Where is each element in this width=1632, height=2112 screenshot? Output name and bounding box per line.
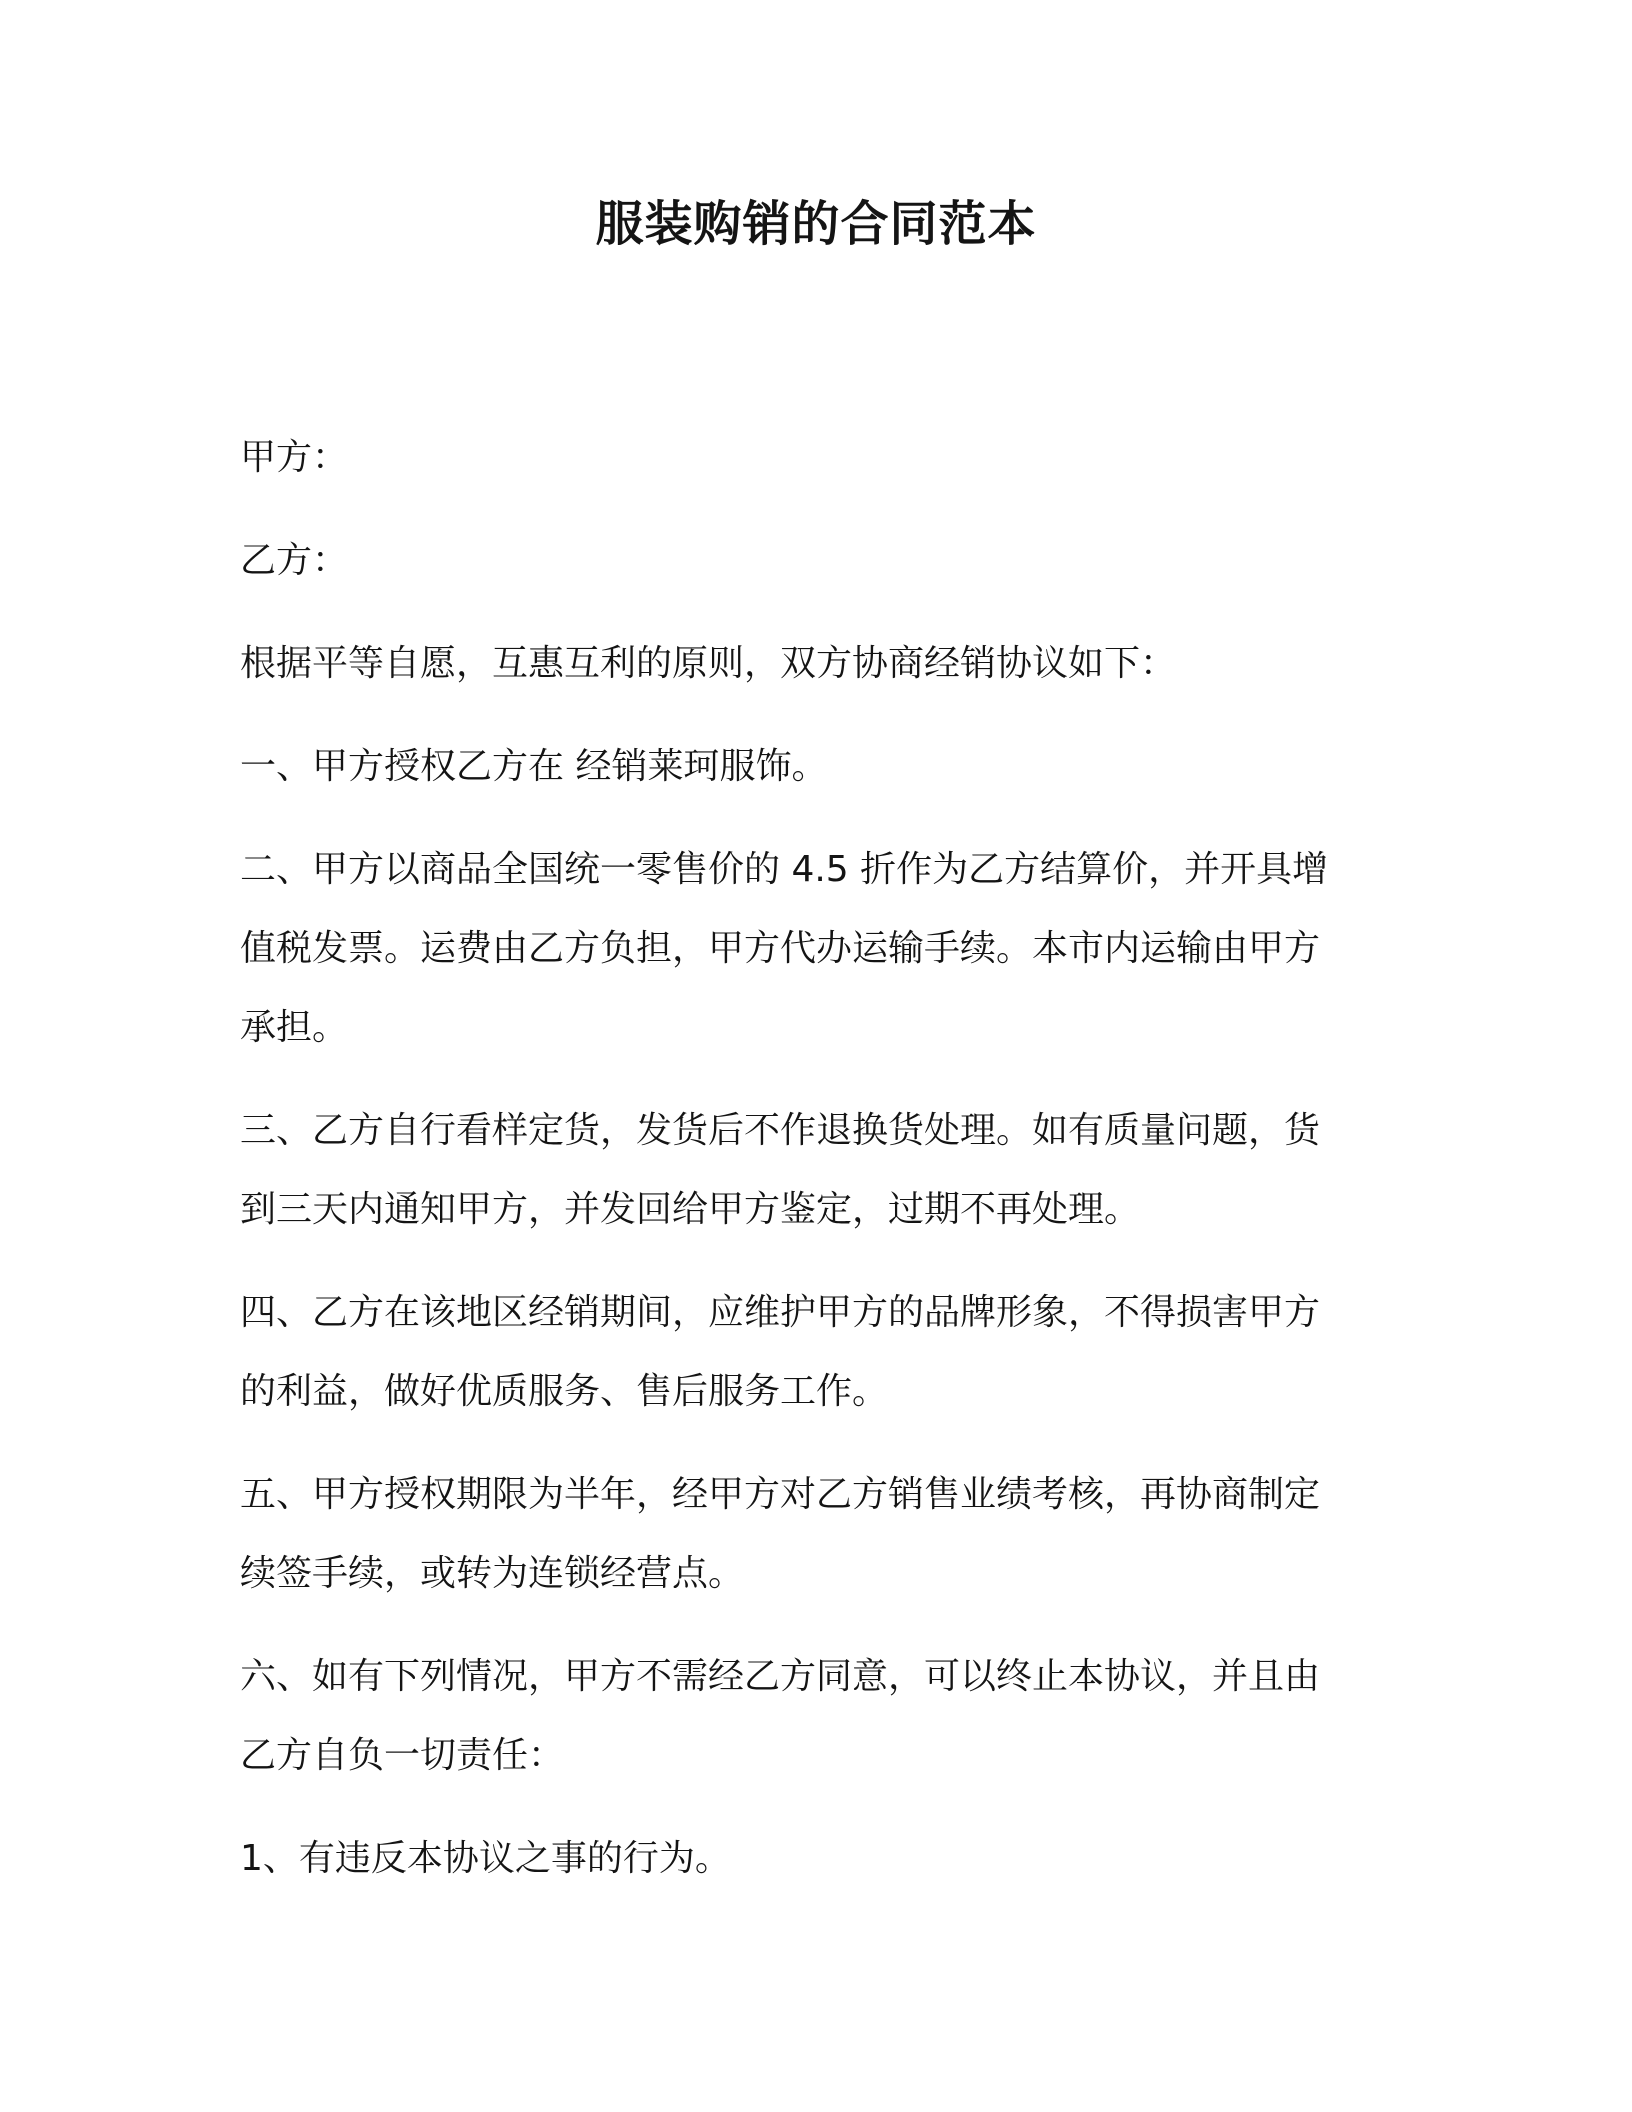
paragraph-clause-3 [240, 1091, 1360, 1249]
paragraph-line: 二、甲方以商品全国统一零售价的 4.5 折作为乙方结算价，并开具增 [240, 849, 1329, 890]
paragraph-line: 根据平等自愿，互惠互利的原则，双方协商经销协议如下： [240, 643, 1177, 684]
paragraph-line: 值税发票。运费由乙方负担，甲方代办运输手续。本市内运输由甲方 [240, 928, 1321, 969]
paragraph-intro [240, 624, 1360, 703]
paragraph-clause-4 [240, 1273, 1360, 1431]
paragraph-line: 的利益，做好优质服务、售后服务工作。 [240, 1371, 889, 1412]
paragraph-line: 三、乙方自行看样定货，发货后不作退换货处理。如有质量问题，货 [240, 1110, 1321, 1151]
party-a-label: 甲方： [240, 437, 349, 478]
paragraph-clause-5 [240, 1455, 1360, 1613]
paragraph-clause-1 [240, 727, 1360, 806]
paragraph-line: 五、甲方授权期限为半年，经甲方对乙方销售业绩考核，再协商制定 [240, 1474, 1321, 1515]
paragraph-line: 六、如有下列情况，甲方不需经乙方同意，可以终止本协议，并且由 [240, 1656, 1321, 1697]
document-title: 服装购销的合同范本 [595, 196, 1037, 252]
paragraph-line: 1、有违反本协议之事的行为。 [240, 1838, 731, 1879]
paragraph-line: 乙方自负一切责任： [240, 1735, 565, 1776]
paragraph-line: 一、甲方授权乙方在 经销莱珂服饰。 [240, 746, 828, 787]
paragraph-item-1 [240, 1819, 1360, 1898]
paragraph-clause-6 [240, 1637, 1360, 1795]
paragraph-line: 承担。 [240, 1007, 349, 1048]
paragraph-clause-2 [240, 830, 1360, 1067]
paragraph-line: 四、乙方在该地区经销期间，应维护甲方的品牌形象，不得损害甲方 [240, 1292, 1321, 1333]
paragraph-line: 续签手续，或转为连锁经营点。 [240, 1553, 745, 1594]
party-b-label: 乙方： [240, 540, 349, 581]
document-body [240, 418, 1360, 1898]
paragraph-line: 到三天内通知甲方，并发回给甲方鉴定，过期不再处理。 [240, 1189, 1141, 1230]
